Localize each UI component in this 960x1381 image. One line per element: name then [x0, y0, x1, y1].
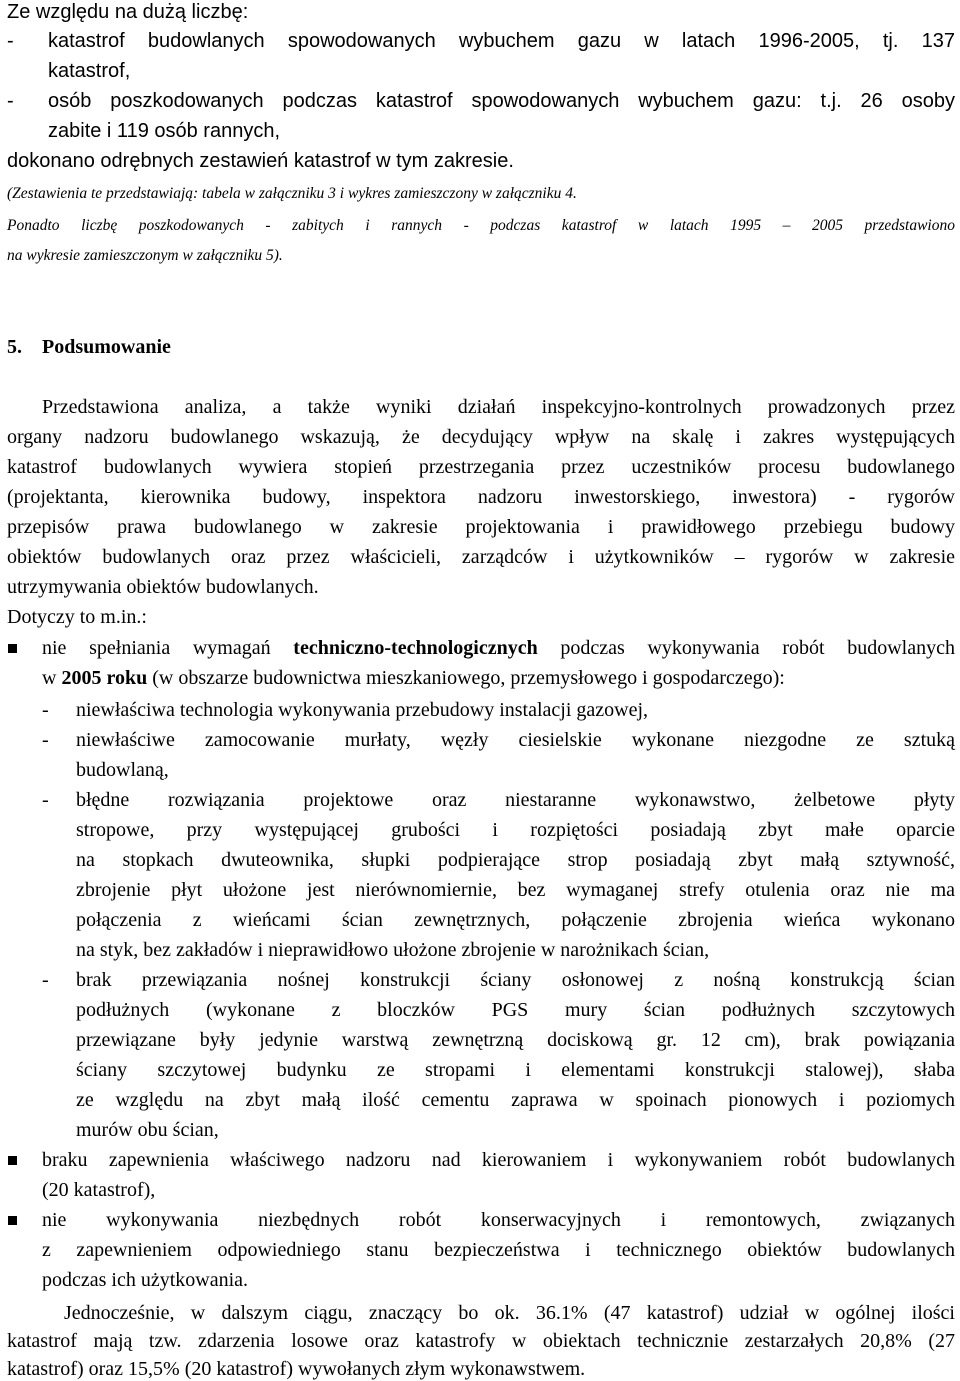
bullet-3-line-2: z zapewnieniem odpowiedniego stanu bezpieczeństwa i technicznego obiektów budowlanych — [42, 1239, 955, 1261]
intro-conclusion: dokonano odrębnych zestawień katastrof w tym zakresie. — [7, 150, 514, 172]
summary-line-7: utrzymywania obiektów budowlanych. — [7, 576, 319, 598]
sub-2-line-1: niewłaściwe zamocowanie murłaty, węzły ciesielskie wykonane niezgodne ze sztuką — [76, 729, 955, 751]
dash-marker: - — [42, 729, 49, 751]
dash-marker: - — [7, 90, 14, 112]
bullet-3-line-3: podczas ich użytkowania. — [42, 1269, 249, 1291]
bullet-1-line-1 — [42, 638, 955, 658]
summary-line-6: obiektów budowlanych oraz przez właścicieli, zarządców i użytkowników – rygorów w zakresie — [7, 546, 955, 568]
note-line-3: na wykresie zamieszczonym w załączniku 5). — [7, 247, 283, 264]
sub-4-line-3: przewiązane były jedynie warstwą zewnętrzną dociskową gr. 12 cm), brak powiązania — [76, 1029, 955, 1051]
closing-line-3: katastrof) oraz 15,5% (20 katastrof) wywołanych złym wykonawstwem. — [7, 1358, 586, 1380]
sub-3-line-3: na stopkach dwuteownika, słupki podpierające strop posiadają zbyt małą sztywność, — [76, 849, 955, 871]
closing-line-1: Jednocześnie, w dalszym ciągu, znaczący bo ok. 36.1% (47 katastrof) udział w ogólnej ilości — [64, 1302, 955, 1324]
note-line-2: Ponadto liczbę poszkodowanych - zabitych i rannych - podczas katastrof w latach 1995 – 2005 przedstawiono — [7, 217, 955, 234]
square-bullet-icon — [8, 1216, 17, 1225]
summary-line-4: (projektanta, kierownika budowy, inspektora nadzoru inwestorskiego, inwestora) - rygorów — [7, 486, 955, 508]
intro-item-2-line-2: zabite i 119 osób rannych, — [48, 120, 281, 142]
sub-3-line-6: na styk, bez zakładów i nieprawidłowo ułożone zbrojenie w narożnikach ścian, — [76, 939, 710, 961]
bullet-1-line-2 — [42, 668, 785, 688]
sub-2-line-2: budowlaną, — [76, 759, 169, 781]
dash-marker: - — [42, 699, 49, 721]
sub-3-line-5: połączenia z wieńcami ścian zewnętrznych, połączenie zbrojenia wieńca wykonano — [76, 909, 955, 931]
square-bullet-icon — [8, 644, 17, 653]
square-bullet-icon — [8, 1156, 17, 1165]
summary-line-3: katastrof budowlanych wywiera stopień przestrzegania przez uczestników procesu budowlanego — [7, 456, 955, 478]
bullet-2-line-1: braku zapewnienia właściwego nadzoru nad kierowaniem i wykonywaniem robót budowlanych — [42, 1149, 955, 1171]
bullet-1-line-1-bold: techniczno-technologicznych — [293, 637, 538, 659]
sub-3-line-2: stropowe, przy występującej grubości i rozpiętości posiadają zbyt małe oparcie — [76, 819, 955, 841]
summary-line-8: Dotyczy to m.in.: — [7, 606, 147, 628]
sub-3-line-4: zbrojenie płyt ułożone jest nierównomiernie, bez wymaganej strefy otulenia oraz nie ma — [76, 879, 955, 901]
sub-4-line-1: brak przewiązania nośnej konstrukcji ściany osłonowej z nośną konstrukcją ścian — [76, 969, 955, 991]
sub-4-line-5: ze względu na zbyt małą ilość cementu zaprawa w spoinach pionowych i poziomych — [76, 1089, 955, 1111]
intro-item-1-line-1: katastrof budowlanych spowodowanych wybuchem gazu w latach 1996-2005, tj. 137 — [48, 30, 955, 52]
dash-marker: - — [7, 30, 14, 52]
bullet-2-line-2: (20 katastrof), — [42, 1179, 156, 1201]
summary-line-5: przepisów prawa budowlanego w zakresie projektowania i prawidłowego przebiegu budowy — [7, 516, 955, 538]
note-line-1: (Zestawienia te przedstawiają: tabela w załączniku 3 i wykres zamieszczony w załączniku 4. — [7, 185, 577, 202]
sub-3-line-1: błędne rozwiązania projektowe oraz niestaranne wykonawstwo, żelbetowe płyty — [76, 789, 955, 811]
section-title: Podsumowanie — [42, 336, 171, 358]
bullet-1-line-1-pre: nie spełniania wymagań — [42, 637, 294, 659]
closing-line-2: katastrof mają tzw. zdarzenia losowe oraz katastrofy w obiektach technicznie zestarzałych 20,8% (27 — [7, 1330, 955, 1352]
dash-marker: - — [42, 969, 49, 991]
sub-4-line-2: podłużnych (wykonane z bloczków PGS mury ścian podłużnych szczytowych — [76, 999, 955, 1021]
sub-4-line-4: ściany szczytowej budynku ze stropami i elementami konstrukcji stalowej), słaba — [76, 1059, 955, 1081]
intro-lead: Ze względu na dużą liczbę: — [7, 1, 249, 23]
intro-item-1-line-2: katastrof, — [48, 60, 131, 82]
bullet-1-line-2-pre: w — [42, 667, 62, 689]
summary-line-1: Przedstawiona analiza, a także wyniki działań inspekcyjno-kontrolnych prowadzonych przez — [42, 396, 955, 418]
bullet-1-line-2-post: (w obszarze budownictwa mieszkaniowego, przemysłowego i gospodarczego): — [147, 667, 785, 689]
sub-1-line-1: niewłaściwa technologia wykonywania przebudowy instalacji gazowej, — [76, 699, 649, 721]
section-number: 5. — [7, 336, 22, 358]
bullet-1-line-1-post: podczas wykonywania robót budowlanych — [537, 637, 955, 659]
dash-marker: - — [42, 789, 49, 811]
bullet-3-line-1: nie wykonywania niezbędnych robót konserwacyjnych i remontowych, związanych — [42, 1209, 955, 1231]
intro-item-2-line-1: osób poszkodowanych podczas katastrof spowodowanych wybuchem gazu: t.j. 26 osoby — [48, 90, 955, 112]
bullet-1-line-2-bold: 2005 roku — [61, 667, 148, 689]
sub-4-line-6: murów obu ścian, — [76, 1119, 219, 1141]
summary-line-2: organy nadzoru budowlanego wskazują, że decydujący wpływ na skalę i zakres występujących — [7, 426, 955, 448]
